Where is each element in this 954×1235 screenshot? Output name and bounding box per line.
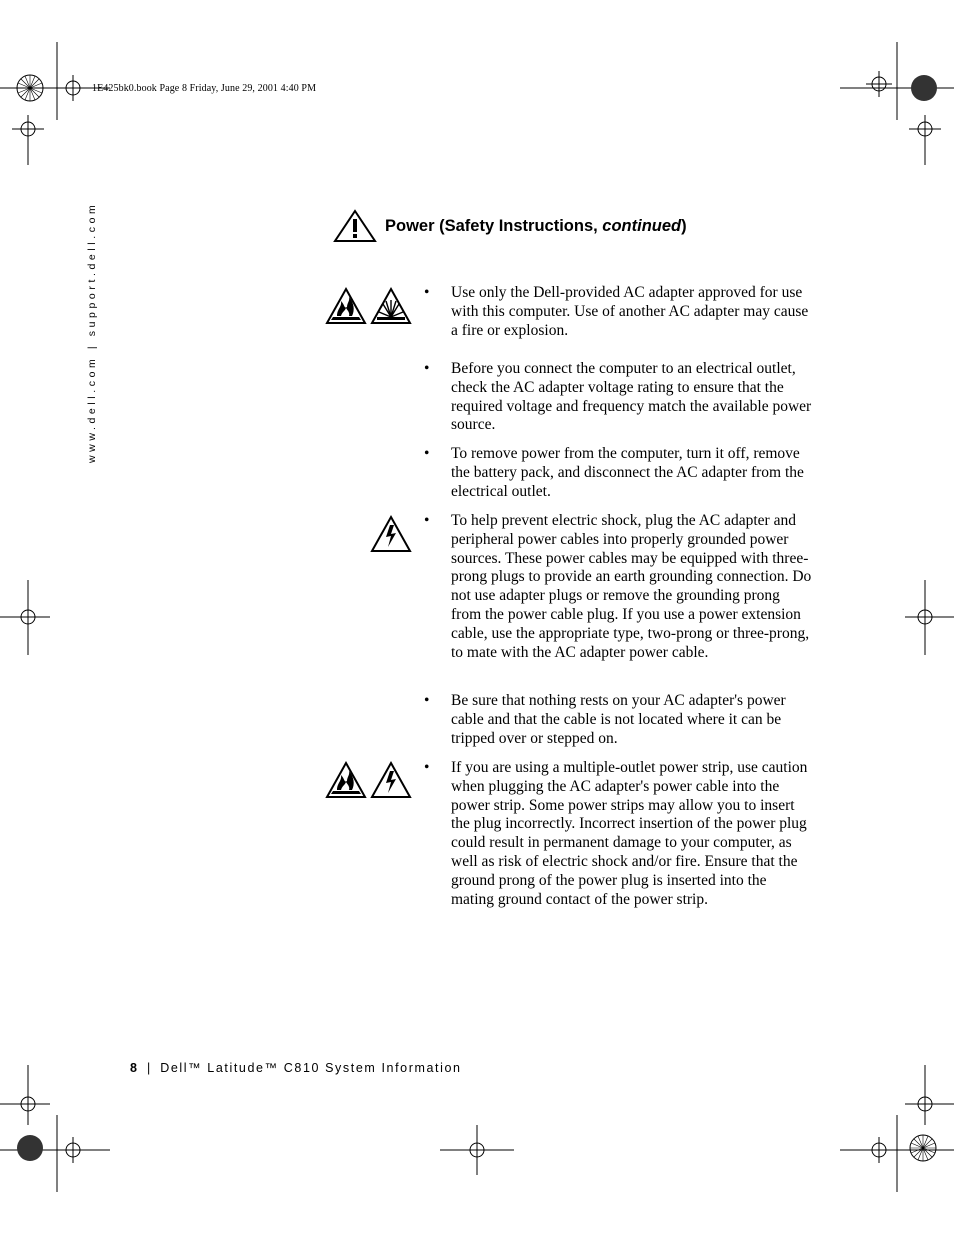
bullet-text: Use only the Dell-provided AC adapter approved for use with this computer. Use of another AC adapter may cause a fire or explosion. <box>451 284 809 339</box>
bullet-text: Be sure that nothing rests on your AC adapter's power cable and that the cable is not located where it can be tripped over or stepped on. <box>451 692 786 747</box>
list-item <box>424 284 813 340</box>
electric-shock-icon <box>370 761 412 799</box>
fire-hazard-icon <box>325 761 367 799</box>
list-item <box>424 759 813 909</box>
bullet-glyph: • <box>424 512 430 529</box>
list-item <box>424 692 813 748</box>
list-item <box>424 512 813 662</box>
doc-title: Dell™ Latitude™ C810 System Information <box>160 1061 462 1075</box>
page-number: 8 <box>130 1061 137 1075</box>
bullet-glyph: • <box>424 360 430 377</box>
side-url: www.dell.com | support.dell.com <box>86 201 98 463</box>
bullet-glyph: • <box>424 692 430 709</box>
section-title-text: Power (Safety Instructions, <box>385 217 603 235</box>
section-title-continued: continued <box>602 217 682 235</box>
bullet-glyph: • <box>424 759 430 776</box>
bullet-text: If you are using a multiple-outlet power strip, use caution when plugging the AC adapter's power cable into the power strip. Some power strips may allow you to insert the plug incorrectly. Incorrect insertion of the power plug could result in permanent damage to your computer, as well as risk of electric shock and/or fire. Ensure that the ground prong of the power plug is inserted into the mating ground contact of the power strip. <box>451 759 808 908</box>
list-item <box>424 445 813 501</box>
section-title-close: ) <box>681 217 687 235</box>
section-title <box>385 217 687 236</box>
bullet-glyph: • <box>424 445 430 462</box>
list-item <box>424 360 813 435</box>
page-footer <box>130 1061 462 1075</box>
caution-triangle-icon <box>333 209 377 243</box>
bullet-text: Before you connect the computer to an electrical outlet, check the AC adapter voltage rating to ensure that the required voltage and frequency match the available power source. <box>451 360 812 434</box>
bullet-text: To help prevent electric shock, plug the AC adapter and peripheral power cables into properly grounded power sources. These power cables may be equipped with three-prong plugs to provide an earth grounding connection. Do not use adapter plugs or remove the grounding prong from the power cable plug. If you use a power extension cable, use the appropriate type, two-prong or three-prong, to mate with the AC adapter power cable. <box>451 512 812 661</box>
bullet-text: To remove power from the computer, turn it off, remove the battery pack, and disconnect the AC adapter from the electrical outlet. <box>451 445 804 500</box>
explosion-hazard-icon <box>370 287 412 325</box>
fire-hazard-icon <box>325 287 367 325</box>
footer-separator: | <box>146 1061 151 1075</box>
print-header: 1E425bk0.book Page 8 Friday, June 29, 2001 4:40 PM <box>92 83 317 94</box>
electric-shock-icon <box>370 515 412 553</box>
bullet-glyph: • <box>424 284 430 301</box>
